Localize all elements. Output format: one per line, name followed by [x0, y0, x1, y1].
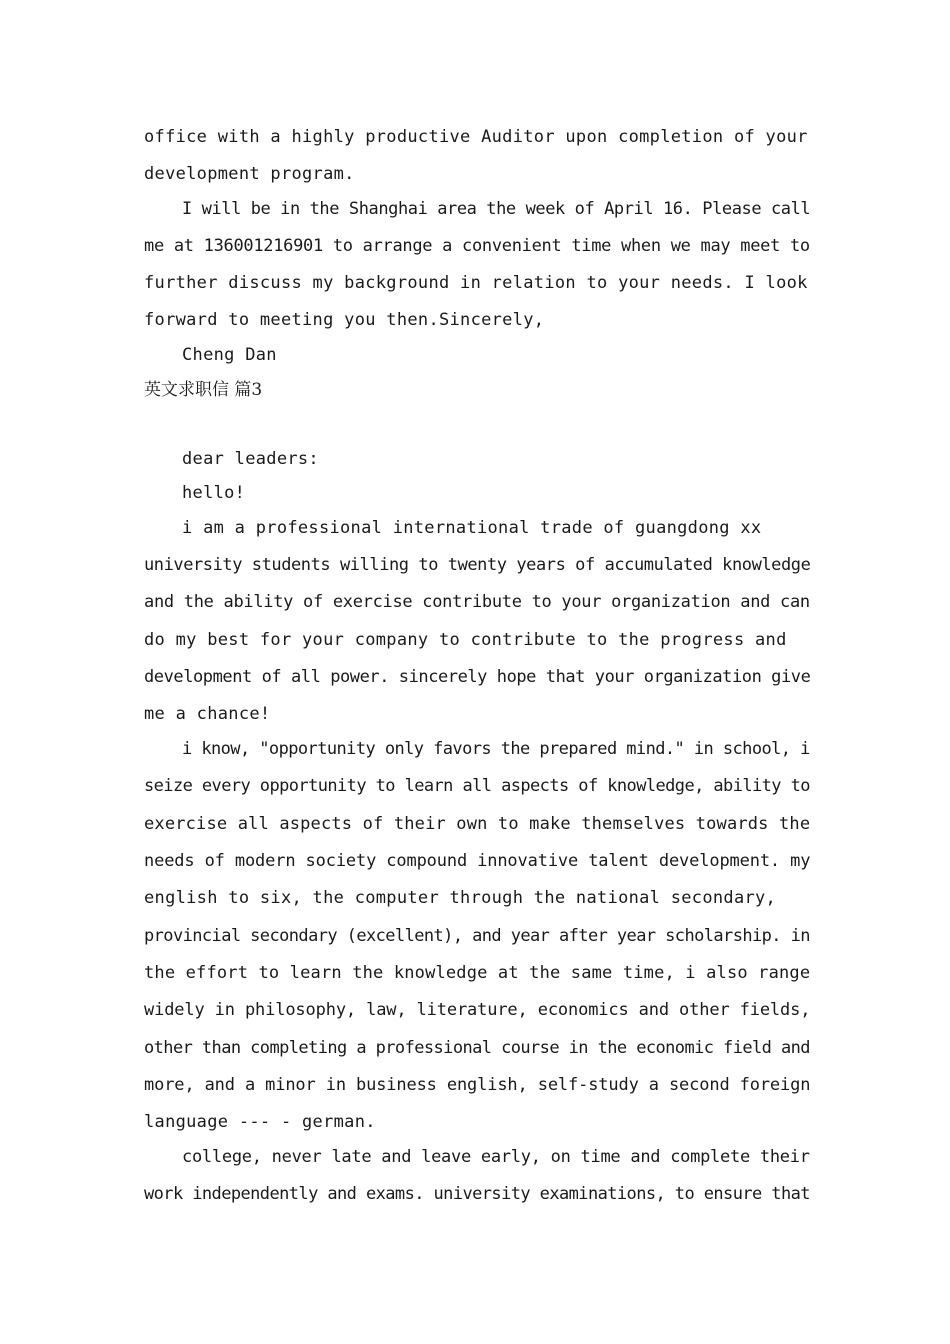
text-line: work independently and exams. university examinations, to ensure that — [144, 1184, 810, 1204]
text-line: other than completing a professional course in the economic field and — [144, 1038, 810, 1058]
text-line: provincial secondary (excellent), and year after year scholarship. in — [144, 926, 810, 946]
letter-hello: hello! — [182, 483, 246, 503]
text-line: forward to meeting you then.Sincerely, — [144, 310, 545, 330]
text-line: the effort to learn the knowledge at the same time, i also range — [144, 963, 811, 983]
text-line: english to six, the computer through the national secondary, — [144, 888, 777, 908]
section-heading: 英文求职信 篇3 — [144, 380, 263, 400]
text-line: exercise all aspects of their own to make themselves towards the — [144, 814, 811, 834]
text-line: i am a professional international trade of guangdong xx — [182, 518, 762, 538]
text-line: seize every opportunity to learn all aspects of knowledge, ability to — [144, 776, 810, 796]
text-line: do my best for your company to contribute to the progress and — [144, 630, 787, 650]
text-line: language --- - german. — [144, 1112, 376, 1132]
text-line: I will be in the Shanghai area the week of April 16. Please call — [182, 199, 811, 219]
text-line: me at 136001216901 to arrange a convenient time when we may meet to — [144, 236, 810, 256]
text-line: office with a highly productive Auditor upon completion of your — [144, 127, 808, 147]
text-line: further discuss my background in relation to your needs. I look — [144, 273, 808, 293]
text-line: college, never late and leave early, on time and complete their — [182, 1147, 810, 1167]
text-line: i know, "opportunity only favors the prepared mind." in school, i — [182, 739, 810, 759]
signature: Cheng Dan — [182, 345, 277, 365]
text-line: development of all power. sincerely hope that your organization give — [144, 667, 811, 687]
text-line: and the ability of exercise contribute to your organization and can — [144, 592, 810, 612]
text-line: more, and a minor in business english, self-study a second foreign — [144, 1075, 811, 1095]
text-line: me a chance! — [144, 704, 271, 724]
text-line: university students willing to twenty years of accumulated knowledge — [144, 555, 811, 575]
letter-greeting: dear leaders: — [182, 449, 319, 469]
text-line: development program. — [144, 164, 355, 184]
text-line: needs of modern society compound innovative talent development. my — [144, 851, 811, 871]
text-line: widely in philosophy, law, literature, economics and other fields, — [144, 1000, 811, 1020]
